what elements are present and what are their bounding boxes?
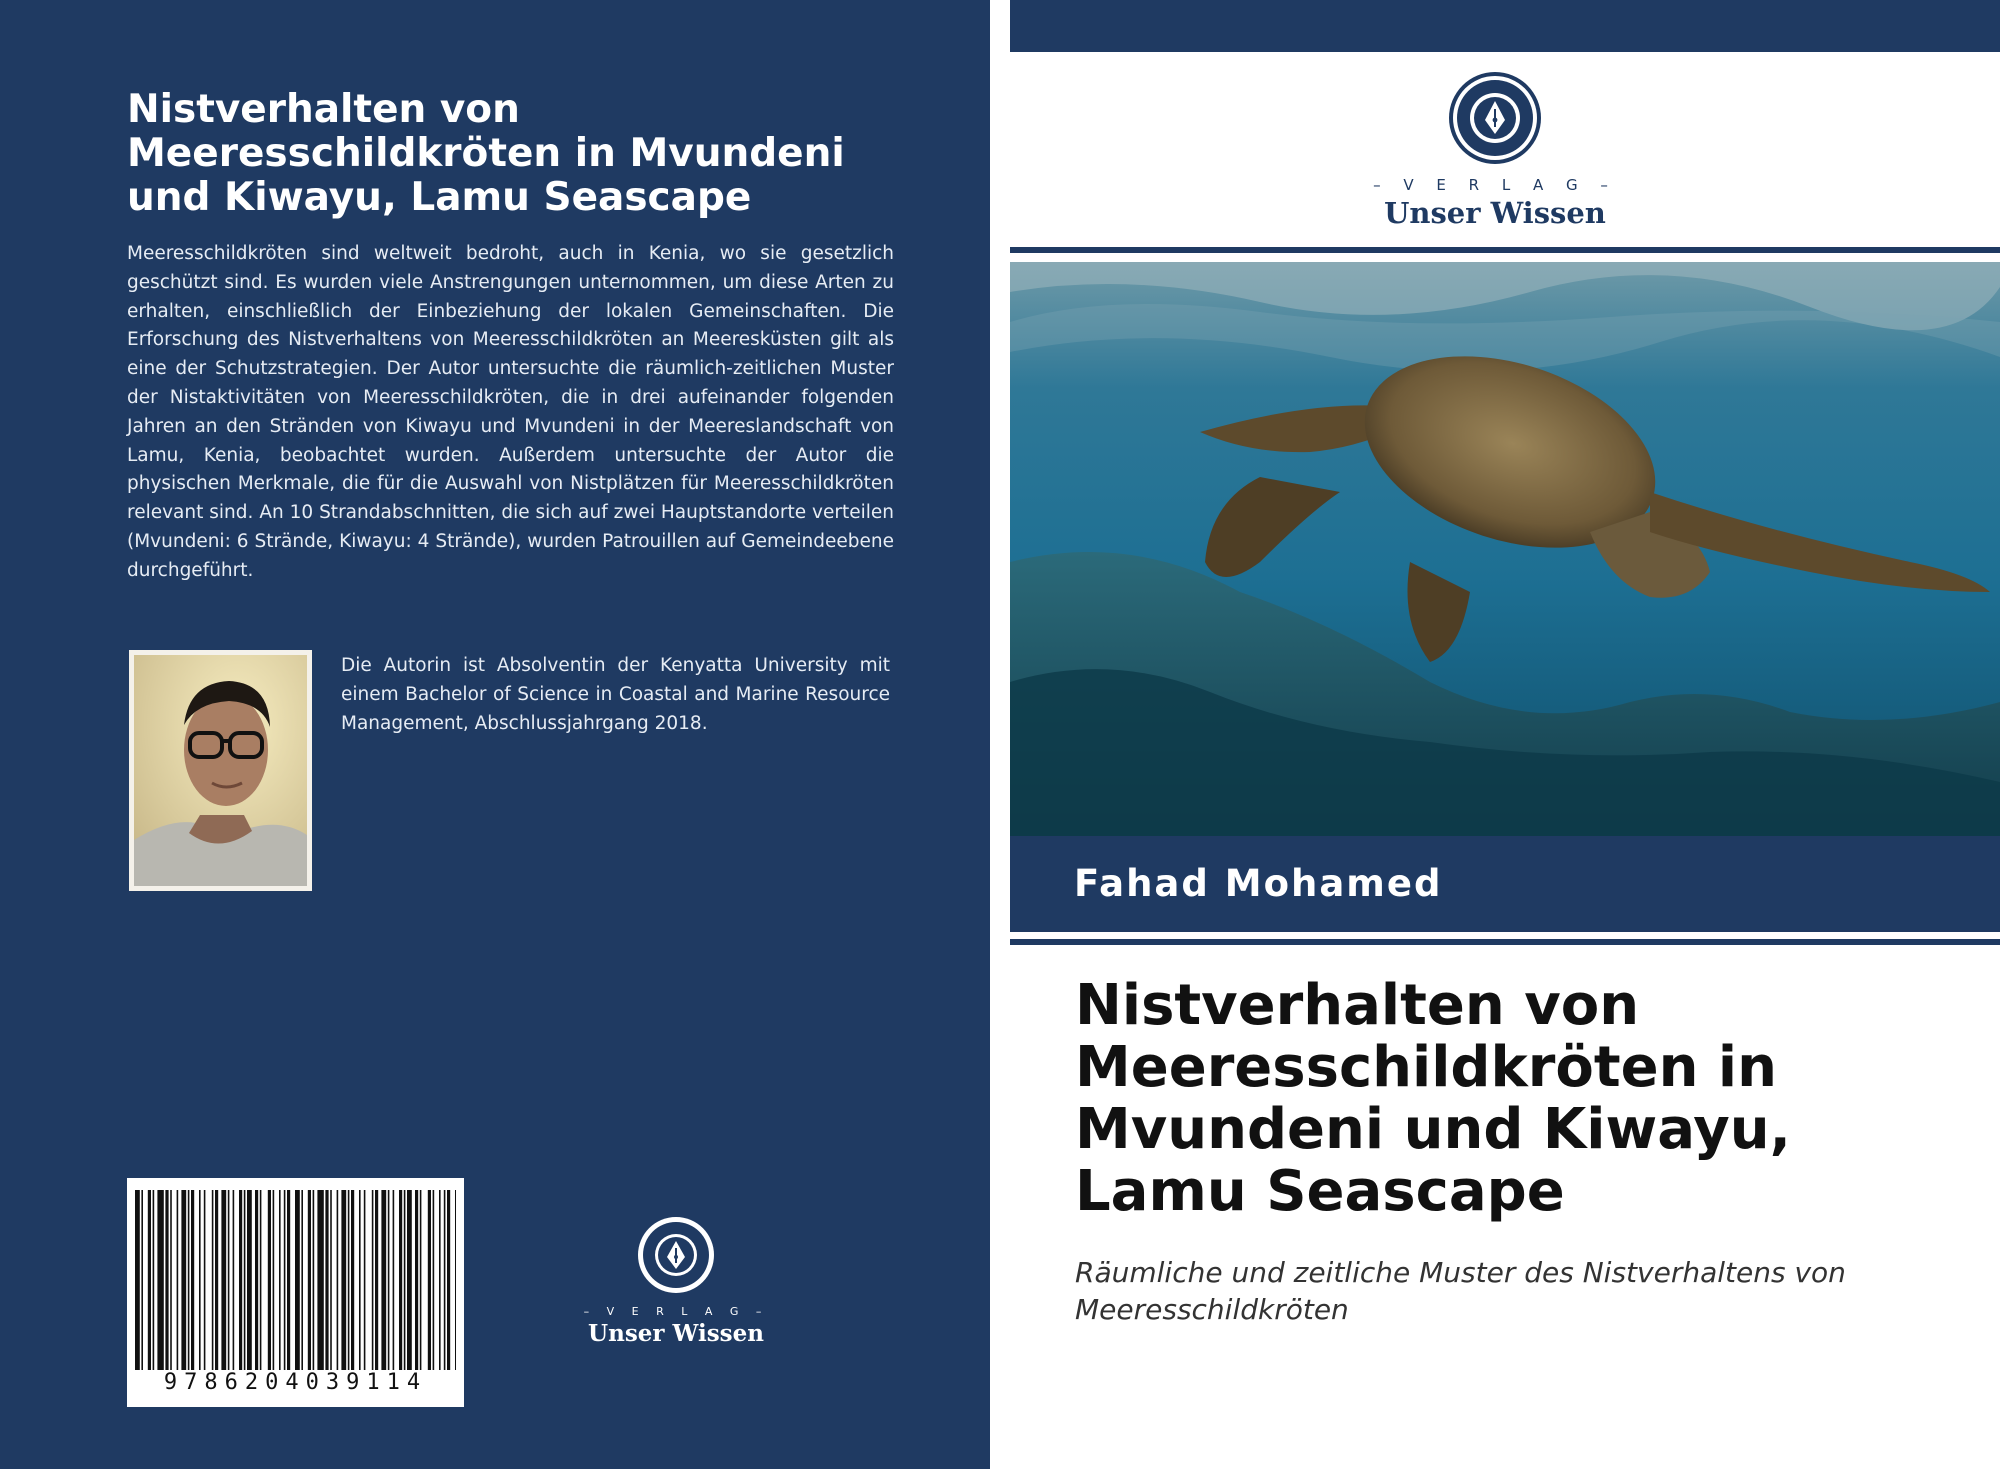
barcode-bar	[337, 1190, 339, 1370]
barcode-bar	[308, 1190, 311, 1370]
barcode-bar	[388, 1190, 390, 1370]
barcode-bar	[268, 1190, 271, 1370]
back-cover-blurb: Meeresschildkröten sind weltweit bedroht, auch in Kenia, wo sie gesetzlich geschützt sind. Es wurden viele Anstrengungen unternommen, um diese Arten zu erhalten, einschließlich der Einbeziehung der lokalen Gemeinschaften. Die Erforschung des Nistverhaltens von Meeresschildkröten an Meeresküsten gilt als eine der Schutzstrategien. Der Autor untersuchte die räumlich-zeitlichen Muster der Nistaktivitäten von Meeresschildkröten, die in drei aufeinander folgenden Jahren an den Stränden von Kiwayu und Mvundeni in der Meereslandschaft von Lamu, Kenia, beobachtet wurden. Außerdem untersuchte der Autor die physischen Merkmale, die für die Auswahl von Nistplätzen für Meeresschildkröten relevant sind. An 10 Strandabschnitten, die sich auf zwei Hauptstandorte verteilen (Mvundeni: 6 Strände, Kiwayu: 4 Strände), wurden Patrouillen auf Gemeindeebene durchgeführt.	[127, 243, 894, 581]
front-rule-bottom	[1010, 939, 2000, 945]
barcode-bar	[375, 1190, 378, 1370]
spine-gap	[990, 0, 1010, 1469]
barcode-bar	[188, 1190, 190, 1370]
barcode-bar	[215, 1190, 218, 1370]
barcode-bar	[455, 1190, 456, 1370]
front-cover-title: Nistverhalten von Meeresschildkröten in Mvundeni und Kiwayu, Lamu Seascape	[1075, 973, 1791, 1224]
barcode-bar	[404, 1190, 406, 1370]
barcode-bar	[165, 1190, 168, 1370]
barcode-bar	[325, 1190, 328, 1370]
front-author-name: Fahad Mohamed	[1074, 862, 1443, 905]
front-cover-subtitle: Räumliche und zeitliche Muster des Nistverhaltens von Meeresschildkröten	[1075, 1256, 1846, 1326]
barcode-bar	[148, 1190, 151, 1370]
pen-nib-seal-icon	[1447, 70, 1543, 166]
barcode-bar	[381, 1190, 386, 1370]
barcode-bar	[287, 1190, 290, 1370]
publisher-name-front: Unser Wissen	[1384, 196, 1606, 230]
barcode-bar	[433, 1190, 435, 1370]
barcode-bar	[157, 1190, 163, 1370]
barcode-bar	[204, 1190, 206, 1370]
author-bar	[1010, 836, 2000, 932]
publisher-verlag-label: – V E R L A G –	[583, 1305, 769, 1318]
barcode-bar	[372, 1190, 374, 1370]
barcode-bar	[244, 1190, 246, 1370]
barcode-bar	[364, 1190, 366, 1370]
isbn-barcode	[127, 1178, 464, 1407]
barcode-bar	[273, 1190, 275, 1370]
barcode-bar	[221, 1190, 226, 1370]
barcode-bar	[295, 1190, 300, 1370]
barcode-bar	[330, 1190, 332, 1370]
barcode-bar	[260, 1190, 262, 1370]
barcode-bar	[447, 1190, 450, 1370]
barcode-bar	[233, 1190, 235, 1370]
barcode-bar	[317, 1190, 323, 1370]
barcode-bar	[255, 1190, 258, 1370]
back-cover	[0, 0, 990, 1469]
front-top-bar	[1010, 0, 2000, 52]
author-bio: Die Autorin ist Absolventin der Kenyatta University mit einem Bachelor of Science in Coastal and Marine Resource Management, Abschlussjahrgang 2018.	[341, 655, 890, 734]
pen-nib-seal-icon	[636, 1215, 716, 1295]
publisher-logo-back	[575, 1215, 777, 1347]
barcode-bar	[279, 1190, 281, 1370]
barcode-bar	[428, 1190, 431, 1370]
barcode-bar	[444, 1190, 446, 1370]
barcode-bars	[135, 1190, 456, 1370]
barcode-bar	[348, 1190, 350, 1370]
barcode-bar	[135, 1190, 140, 1370]
barcode-bar	[239, 1190, 242, 1370]
author-photo	[129, 650, 312, 891]
sea-turtle-photo	[1010, 262, 2000, 836]
front-rule-top	[1010, 247, 2000, 253]
barcode-bar	[181, 1190, 186, 1370]
barcode-bar	[351, 1190, 354, 1370]
barcode-bar	[439, 1190, 441, 1370]
barcode-bar	[359, 1190, 361, 1370]
barcode-bar	[341, 1190, 346, 1370]
barcode-bar	[301, 1190, 303, 1370]
barcode-bar	[420, 1190, 422, 1370]
barcode-bar	[177, 1190, 179, 1370]
barcode-bar	[170, 1190, 172, 1370]
publisher-name-back: Unser Wissen	[588, 1320, 764, 1347]
barcode-bar	[212, 1190, 214, 1370]
publisher-logo-front	[1360, 70, 1630, 230]
barcode-bar	[228, 1190, 230, 1370]
barcode-bar	[415, 1190, 418, 1370]
publisher-verlag-label-front: – V E R L A G –	[1373, 176, 1617, 194]
barcode-bar	[399, 1190, 402, 1370]
barcode-bar	[393, 1190, 395, 1370]
barcode-bar	[313, 1190, 315, 1370]
barcode-bar	[247, 1190, 252, 1370]
isbn-digits: 9786204039114	[163, 1370, 428, 1395]
barcode-bar	[284, 1190, 286, 1370]
barcode-bar	[191, 1190, 194, 1370]
barcode-bar	[199, 1190, 201, 1370]
back-cover-title: Nistverhalten von Meeresschildkröten in Mvundeni und Kiwayu, Lamu Seascape	[127, 87, 845, 220]
barcode-bar	[153, 1190, 155, 1370]
barcode-bar	[407, 1190, 412, 1370]
barcode-bar	[141, 1190, 143, 1370]
